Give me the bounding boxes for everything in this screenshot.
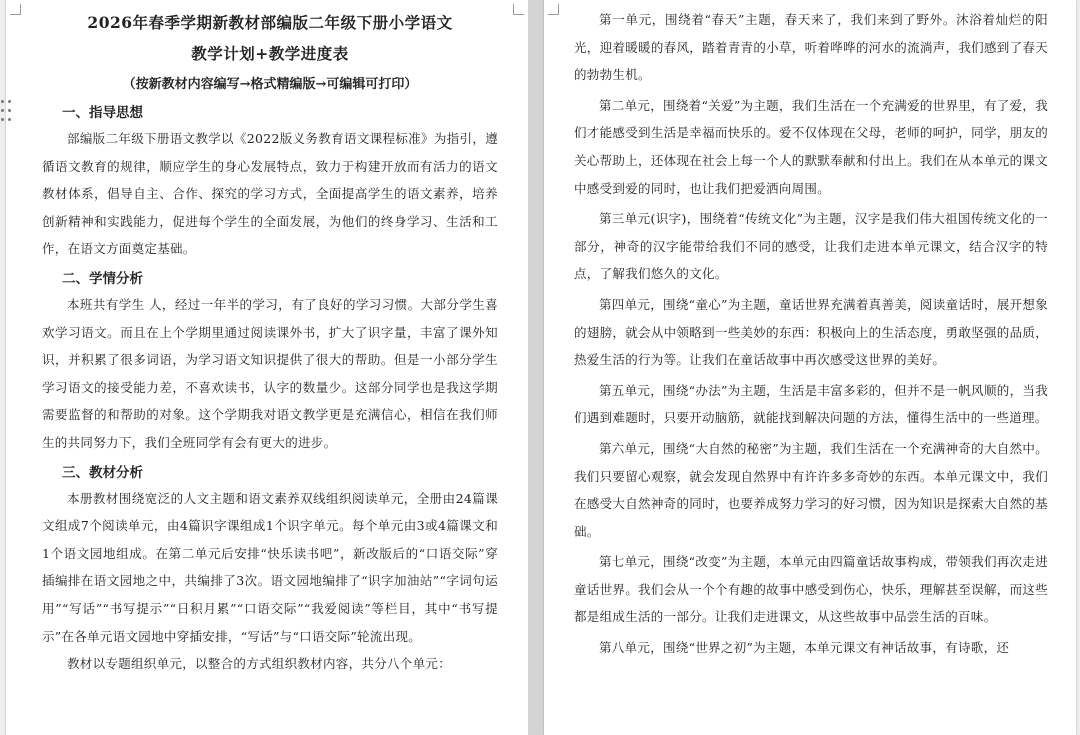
paragraph: 教材以专题组织单元，以整合的方式组织教材内容，共分八个单元：	[67, 656, 452, 672]
drag-handle-icon[interactable]	[0, 99, 14, 125]
page-corner-mark	[10, 4, 21, 15]
paragraph: 第七单元，围绕“改变”为主题，本单元由四篇童话故事构成，带领我们再次走进童话世界。我们会从一个个有趣的故事中感受到伤心，快乐，理解甚至误解，而这些都是组成生活的一部分。让我们走进课文，从这些故事中品尝生活的百味。	[574, 554, 1048, 625]
document-note: （按新教材内容编写→格式精编版→可编辑可打印）	[122, 77, 418, 92]
paragraph: 第三单元(识字)，围绕着“传统文化”为主题，汉字是我们伟大祖国传统文化的一部分，神奇的汉字能带给我们不同的感受，让我们走进本单元课文，结合汉字的特点，了解我们悠久的文化。	[574, 211, 1048, 282]
paragraph: 第一单元，围绕着“春天”主题，春天来了，我们来到了野外。沐浴着灿烂的阳光，迎着暖暖的春风，踏着青青的小草，听着哗哗的河水的流淌声，我们感到了春天的勃勃生机。	[574, 12, 1048, 83]
paragraph: 第二单元，围绕着“关爱”为主题，我们生活在一个充满爱的世界里，有了爱，我们才能感受到生活是幸福而快乐的。爱不仅体现在父母，老师的呵护，同学，朋友的关心帮助上，还体现在社会上每一个人的默默奉献和付出上。我们在从本单元的课文中感受到爱的同时，也让我们把爱洒向周围。	[574, 97, 1048, 196]
paragraph: 第四单元，围绕“童心”为主题，童话世界充满着真善美，阅读童话时，展开想象的翅膀，就会从中领略到一些美妙的东西：积极向上的生活态度，勇敢坚强的品质，热爱生活的行为等。让我们在童话故事中再次感受这世界的美好。	[574, 296, 1048, 368]
paragraph: 本班共有学生 人，经过一年半的学习，有了良好的学习习惯。大部分学生喜欢学习语文。而且在上个学期里通过阅读课外书，扩大了识字量，丰富了课外知识，并积累了很多词语，为学习语文知识提供了很大的帮助。但是一小部分学生学习语文的接受能力差，不喜欢读书，认字的数量少。这部分同学也是我这学期需要监督的和帮助的对象。这个学期我对语文教学更是充满信心，相信在我们师生的共同努力下，我们全班同学有会有更大的进步。	[42, 296, 498, 450]
paragraph: 部编版二年级下册语文教学以《2022版义务教育语文课程标准》为指引，遵循语文教育的规律，顺应学生的身心发展特点，致力于构建开放而有活力的语文教材体系，倡导自主、合作、探究的学习方式，全面提高学生的语文素养，培养创新精神和实践能力，促进每个学生的全面发展，为他们的终身学习、生活和工作，在语文方面奠定基础。	[42, 131, 498, 257]
section-heading: 二、学情分析	[62, 270, 143, 287]
paragraph: 第八单元，围绕“世界之初”为主题，本单元课文有神话故事，有诗歌，还	[599, 640, 1010, 656]
paragraph: 第五单元，围绕“办法”为主题，生活是丰富多彩的，但并不是一帆风顺的，当我们遇到难题时，只要开动脑筋，就能找到解决问题的方法，懂得生活中的一些道理。	[574, 382, 1048, 426]
document-page-left	[6, 0, 528, 735]
document-subtitle: 教学计划+教学进度表	[191, 44, 349, 63]
page-corner-mark	[513, 4, 524, 15]
page-gutter	[528, 0, 544, 735]
section-heading: 三、教材分析	[62, 464, 143, 481]
page-corner-mark	[548, 4, 559, 15]
paragraph: 第六单元，围绕“大自然的秘密”为主题，我们生活在一个充满神奇的大自然中。我们只要留心观察，就会发现自然界中有许许多多奇妙的东西。本单元课文中，我们在感受大自然神奇的同时，也要养成努力学习的好习惯，因为知识是探索大自然的基础。	[574, 440, 1048, 539]
section-heading: 一、指导思想	[62, 105, 143, 121]
document-title: 2026年春季学期新教材部编版二年级下册小学语文	[87, 13, 453, 32]
paragraph: 本册教材围绕宽泛的人文主题和语文素养双线组织阅读单元，全册由24篇课文组成7个阅读单元，由4篇识字课组成1个识字单元。每个单元由3或4篇课文和1个语文园地组成。在第二单元后安排“快乐读书吧”，新改版后的“口语交际”穿插编排在语文园地之中，共编排了3次。语文园地编排了“识字加油站”“字词句运用”“写话”“书写提示”“日积月累”“口语交际”“我爱阅读”等栏目，其中“书写提示”在各单元语文园地中穿插安排，“写话”与“口语交际”轮流出现。	[42, 490, 498, 644]
document-page-right	[544, 0, 1076, 735]
